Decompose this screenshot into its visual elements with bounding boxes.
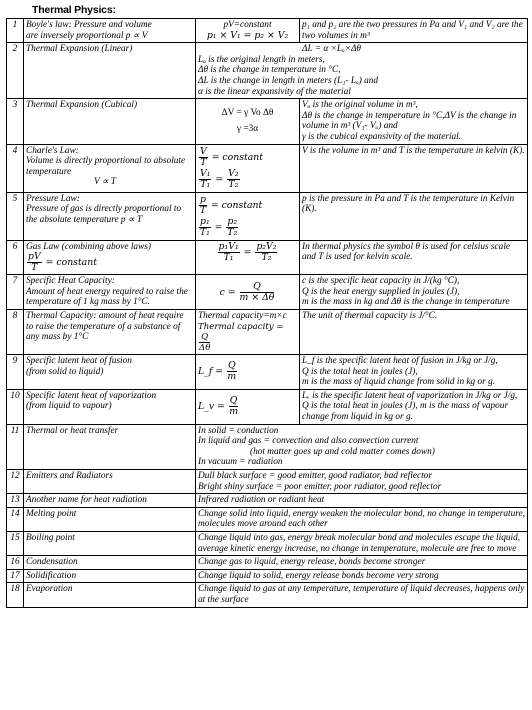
row-number: 9 — [7, 355, 24, 390]
row-number: 2 — [7, 43, 24, 99]
row-formula: $\frac{p}{T}$ = constant $\frac{\text{p₁}}{\text{T₁}}$ = $\frac{\text{p₂}}{\text{T₂}}$ — [196, 192, 300, 240]
row-name: Thermal Capacity: amount of heat require to raise the temperature of a substance of any mass by 1°C — [24, 309, 196, 354]
thermal-physics-table — [6, 18, 528, 608]
row-name: Evaporation — [24, 583, 196, 607]
row-description: p₁ and p₂ are the two pressures in Pa and V₁ and V₂ are the two volumes in m³ — [300, 19, 528, 43]
row-description: Dull black surface = good emitter, good radiator, bad reflector Bright shiny surface = poor emitter, poor radiator, good reflector — [196, 470, 528, 494]
table-row — [7, 275, 528, 310]
row-description: Lᵥ is the specific latent heat of vaporization in J/kg or J/g, Q is the total heat in joules (J), m is the mass of vapour change from liquid in kg or g. — [300, 389, 528, 424]
row-description: c is the specific heat capacity in J/(kg °C), Q is the heat energy supplied in joules (J), m is the mass in kg and Δθ is the change in temperature — [300, 275, 528, 310]
row-name: Another name for heat radiation — [24, 494, 196, 508]
row-number: 8 — [7, 309, 24, 354]
row-formula: $\frac{\text{p₁V₁}}{\text{T₁}}$ = $\frac{\text{p₂V₂}}{\text{T₂}}$ — [196, 240, 300, 275]
row-name: Specific latent heat of vaporization (from liquid to vapour) — [24, 389, 196, 424]
row-number: 18 — [7, 583, 24, 607]
table-row — [7, 192, 528, 240]
row-description: Change liquid into gas, energy break molecular bond and molecules escape the liquid, average kinetic energy increase, no change in temperature, molecule are free to move — [196, 532, 528, 556]
row-name: Condensation — [24, 556, 196, 570]
row-number: 14 — [7, 507, 24, 531]
row-name: Thermal or heat transfer — [24, 424, 196, 469]
row-formula: L_f = $\frac{Q}{m}$ — [196, 355, 300, 390]
row-description: V is the volume in m³ and T is the temperature in kelvin (K). — [300, 144, 528, 192]
row-description: L_f is the specific latent heat of fusion in J/kg or J/g, Q is the total heat in joules (J), m is the mass of liquid change from solid in kg or g. — [300, 355, 528, 390]
row-description: p is the pressure in Pa and T is the temperature in Kelvin (K). — [300, 192, 528, 240]
row-number: 13 — [7, 494, 24, 508]
row-name: Specific latent heat of fusion (from solid to liquid) — [24, 355, 196, 390]
row-description: Change liquid to solid, energy release bonds become very strong — [196, 569, 528, 583]
row-description: Change solid into liquid, energy weaken the molecular bond, no change in temperature, molecules move around each other — [196, 507, 528, 531]
row-number: 6 — [7, 240, 24, 275]
table-row — [7, 569, 528, 583]
row-number: 1 — [7, 19, 24, 43]
table-row — [7, 240, 528, 275]
row-description: ΔL = α ×Lₒ×Δθ Lₒ is the original length in meters, Δθ is the change in temperature in °C, ΔL is the change in length in meters (L₁- Lₒ) and α is the linear expansivity of the material — [196, 43, 528, 99]
row-formula: $\frac{V}{T}$ = constant $\frac{\text{V₁}}{\text{T₁}}$ = $\frac{\text{V₂}}{\text{T₂}}$ — [196, 144, 300, 192]
row-formula: ΔV = γ Vo Δθ γ =3α — [196, 99, 300, 144]
row-number: 11 — [7, 424, 24, 469]
table-row — [7, 19, 528, 43]
row-description: Change liquid to gas at any temperature, temperature of liquid decreases, happens only at the surface — [196, 583, 528, 607]
row-name: Pressure Law: Pressure of gas is directly proportional to the absolute temperature p ∝ T — [24, 192, 196, 240]
row-name: Emitters and Radiators — [24, 470, 196, 494]
table-row — [7, 532, 528, 556]
row-number: 10 — [7, 389, 24, 424]
row-number: 3 — [7, 99, 24, 144]
row-number: 15 — [7, 532, 24, 556]
table-row — [7, 424, 528, 469]
table-row — [7, 355, 528, 390]
row-formula: Thermal capacity=m×c Thermal capacity = $\frac{Q}{\Delta\theta}$ — [196, 309, 300, 354]
table-row — [7, 144, 528, 192]
row-description: Vₒ is the original volume in m³, Δθ is the change in temperature in °C,ΔV is the change in volume in m³ (V₁- Vₒ) and γ is the cubical expansivity of the material. — [300, 99, 528, 144]
page-heading: Thermal Physics: — [32, 4, 116, 16]
row-description: The unit of thermal capacity is J/°C. — [300, 309, 528, 354]
row-description: In thermal physics the symbol θ is used for celsius scale and T is used for kelvin scale. — [300, 240, 528, 275]
row-name: Thermal Expansion (Cubical) — [24, 99, 196, 144]
table-row — [7, 494, 528, 508]
row-description: Change gas to liquid, energy release, bonds become stronger — [196, 556, 528, 570]
row-number: 16 — [7, 556, 24, 570]
table-row — [7, 583, 528, 607]
row-number: 5 — [7, 192, 24, 240]
table-row — [7, 43, 528, 99]
row-number: 4 — [7, 144, 24, 192]
row-formula: pV=constant p₁ × V₁ = p₂ × V₂ — [196, 19, 300, 43]
table-row — [7, 309, 528, 354]
row-name: Boiling point — [24, 532, 196, 556]
row-number: 7 — [7, 275, 24, 310]
row-name: Charle's Law: Volume is directly proportional to absolute temperature V ∝ T — [24, 144, 196, 192]
table-row — [7, 556, 528, 570]
row-description: In solid = conduction In liquid and gas = convection and also convection current (hot matter goes up and cold matter comes down) In vacuum = radiation — [196, 424, 528, 469]
table-row — [7, 389, 528, 424]
table-row — [7, 507, 528, 531]
row-description: Infrared radiation or radiant heat — [196, 494, 528, 508]
row-name: Gas Law (combining above laws) $\frac{pV}{T}$ = constant — [24, 240, 196, 275]
row-name: Boyle's law: Pressure and volume are inversely proportional p ∝ V — [24, 19, 196, 43]
row-number: 17 — [7, 569, 24, 583]
table-row — [7, 470, 528, 494]
row-name: Melting point — [24, 507, 196, 531]
row-name: Specific Heat Capacity: Amount of heat energy required to raise the temperature of 1 kg mass by 1°C. — [24, 275, 196, 310]
row-number: 12 — [7, 470, 24, 494]
row-formula: L_v = $\frac{Q}{m}$ — [196, 389, 300, 424]
row-name: Solidification — [24, 569, 196, 583]
row-formula: c = $\frac{Q}{m \times \Delta\theta}$ — [196, 275, 300, 310]
row-name: Thermal Expansion (Linear) — [24, 43, 196, 99]
table-row — [7, 99, 528, 144]
